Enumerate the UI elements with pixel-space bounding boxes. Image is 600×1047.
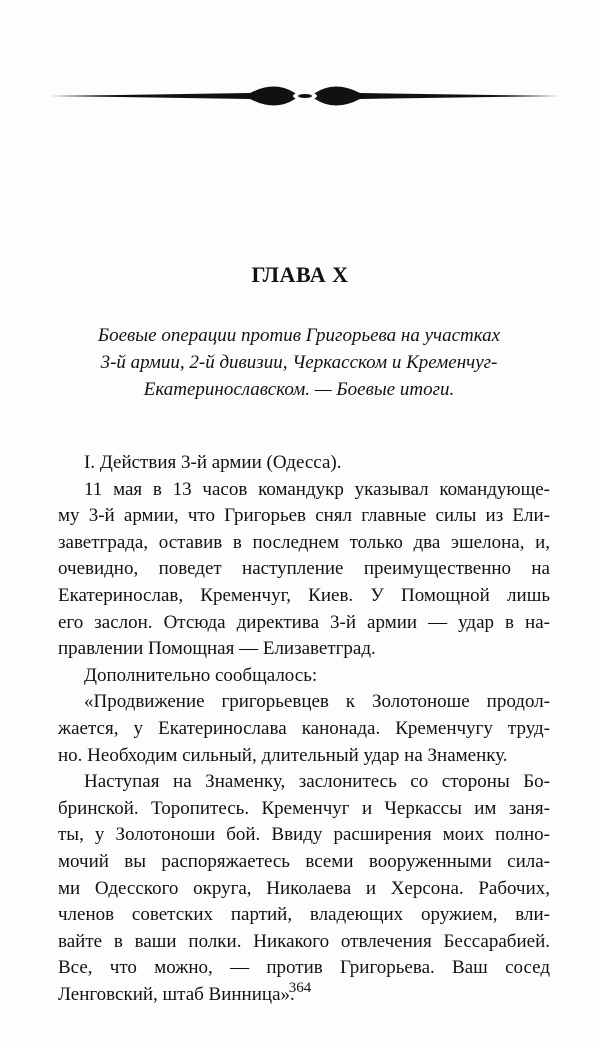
body-line: ми Одесского округа, Николаева и Херсона. Рабочих,: [58, 877, 550, 899]
subtitle-line: Боевые операции против Григорьева на участках: [97, 325, 501, 346]
body-line: мочий вы распоряжаетесь всеми вооруженными сила-: [58, 850, 550, 872]
body-text: [58, 450, 550, 1008]
body-line: I. Действия 3-й армии (Одесса).: [84, 452, 342, 473]
body-line: Дополнительно сообщалось:: [84, 664, 318, 686]
body-line: «Продвижение григорьевцев к Золотоноше продол-: [84, 691, 550, 713]
body-line: Екатеринослав, Кременчуг, Киев. У Помощной лишь: [58, 584, 550, 606]
body-line: жается, у Екатеринослава канонада. Кременчугу труд-: [58, 717, 550, 739]
chapter-title: ГЛАВА X: [251, 262, 349, 287]
body-line: Наступая на Знаменку, заслонитесь со стороны Бо-: [84, 771, 550, 793]
body-line: 11 мая в 13 часов командукр указывал командующе-: [84, 478, 550, 500]
body-line: членов советских партий, владеющих оружием, вли-: [58, 904, 550, 926]
body-line: заветграда, оставив в последнем только два эшелона, и,: [58, 531, 550, 553]
body-line: его заслон. Отсюда директива 3-й армии — удар в на-: [58, 611, 550, 633]
body-line: правлении Помощная — Елизаветград.: [58, 638, 376, 660]
subtitle-line: Екатеринославском. — Боевые итоги.: [143, 379, 455, 400]
chapter-subtitle: [88, 322, 510, 403]
body-line: ты, у Золотоноши бой. Ввиду расширения моих полно-: [58, 824, 550, 846]
body-line: вайте в ваши полки. Никакого отвлечения Бессарабией.: [58, 930, 550, 952]
page-number: 364: [288, 980, 312, 996]
body-line: бринской. Торопитесь. Кременчуг и Черкассы им заня-: [58, 797, 550, 819]
body-line: Все, что можно, — против Григорьева. Ваш сосед: [58, 957, 550, 979]
body-line: очевидно, поведет наступление преимущественно на: [58, 558, 550, 580]
body-line: но. Необходим сильный, длительный удар на Знаменку.: [58, 744, 508, 766]
subtitle-line: 3-й армии, 2-й дивизии, Черкасском и Кременчуг-: [100, 352, 498, 373]
body-line: му 3-й армии, что Григорьев снял главные силы из Ели-: [58, 505, 550, 527]
chapter-ornament: [50, 76, 560, 116]
body-line: Ленговский, штаб Винница».: [58, 983, 295, 1005]
